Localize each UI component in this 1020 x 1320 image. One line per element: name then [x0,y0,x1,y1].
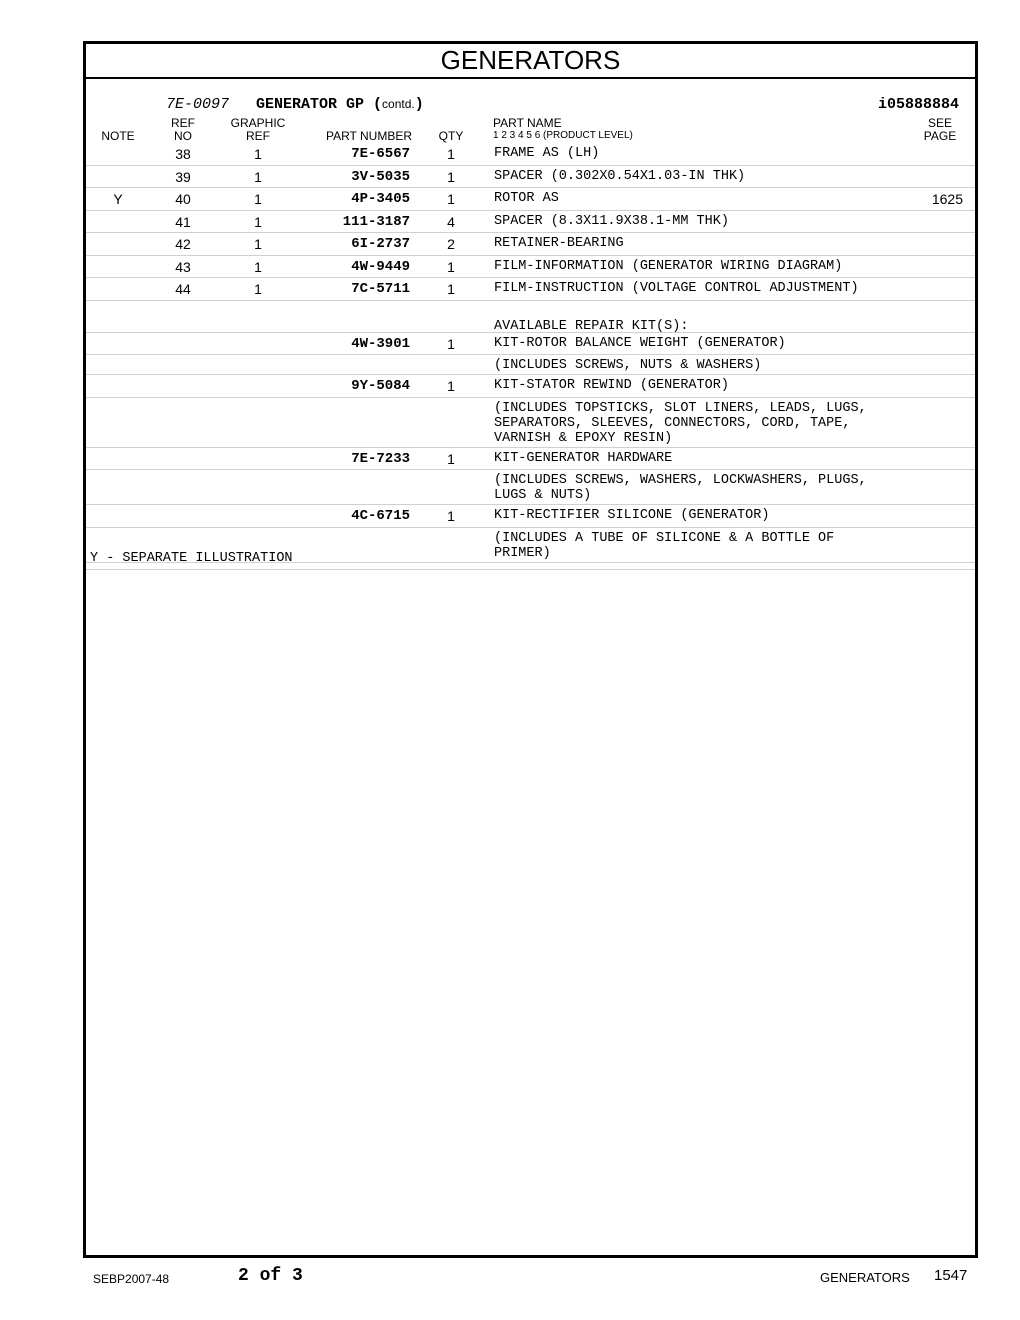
graphic-ref-cell: 1 [254,213,262,230]
group-id: i05888884 [877,96,959,113]
table-row [86,256,975,279]
table-row [86,505,975,528]
table-row [86,233,975,256]
note-cell: Y [113,191,123,207]
page-footer [0,1266,1020,1290]
part-name-cell: KIT-STATOR REWIND (GENERATOR) [494,378,729,393]
header-ref-1: REF [171,116,195,130]
part-name-cell: SPACER (0.302X0.54X1.03-IN THK) [494,168,746,184]
qty-cell: 1 [447,258,455,275]
group-name [256,96,424,113]
part-name-cell: RETAINER-BEARING [494,236,624,251]
part-number-cell: 7C-5711 [351,281,410,297]
part-name-cell: KIT-ROTOR BALANCE WEIGHT (GENERATOR) [494,335,786,351]
part-name-cell: FRAME AS (LH) [494,146,600,161]
ref-no-cell: 44 [175,281,191,297]
header-see-2: PAGE [923,129,957,143]
part-name-cell: (INCLUDES SCREWS, NUTS & WASHERS) [494,358,762,373]
part-number-cell: 4C-6715 [351,508,410,524]
part-name-cell: KIT-RECTIFIER SILICONE (GENERATOR) [494,508,770,523]
graphic-ref-cell: 1 [254,236,262,252]
ref-no-cell: 40 [175,191,191,207]
part-number-cell: 3V-5035 [351,168,410,185]
header-part-name: PART NAME [493,116,562,130]
parts-page-frame [83,41,978,1258]
header-product-level: 1 2 3 4 5 6 (PRODUCT LEVEL) [493,130,633,141]
qty-cell: 2 [447,236,455,252]
table-row [86,188,975,211]
part-number-cell: 7E-6567 [351,146,410,162]
table-row [86,143,975,166]
qty-cell: 1 [447,335,455,352]
ref-no-cell: 41 [175,213,191,230]
table-row [86,470,975,505]
group-name-text: GENERATOR GP ( [256,96,383,113]
part-number-cell: 9Y-5084 [351,378,410,394]
see-page-cell: 1625 [931,191,963,207]
part-name-cell: FILM-INFORMATION (GENERATOR WIRING DIAGRAM) [494,258,843,274]
table-row [86,301,975,333]
table-row [86,375,975,398]
ref-no-cell: 43 [175,258,191,275]
table-row [86,211,975,234]
footer-page-of: 2 of 3 [238,1266,303,1286]
group-code: 7E-0097 [166,96,230,113]
header-part-number: PART NUMBER [325,129,412,143]
qty-cell: 4 [447,213,455,230]
parts-table [86,143,975,563]
graphic-ref-cell: 1 [254,146,262,162]
table-row [86,166,975,189]
header-qty: QTY [438,129,464,143]
footer-doc-number: SEBP2007-48 [93,1272,170,1286]
part-name-cell: AVAILABLE REPAIR KIT(S): [494,318,689,334]
header-graphic-1: GRAPHIC [230,116,286,130]
part-number-cell: 6I-2737 [351,236,410,252]
graphic-ref-cell: 1 [254,258,262,275]
group-heading [86,96,975,116]
qty-cell: 1 [447,450,455,467]
part-name-cell: KIT-GENERATOR HARDWARE [494,450,673,466]
part-number-cell: 111-3187 [342,213,410,230]
part-name-cell: ROTOR AS [494,191,559,206]
footnote-divider [86,569,975,570]
graphic-ref-cell: 1 [254,281,262,297]
part-number-cell: 4P-3405 [351,191,410,207]
part-number-cell: 4W-9449 [351,258,410,275]
graphic-ref-cell: 1 [254,168,262,185]
group-name-close: ) [414,96,424,113]
table-row [86,333,975,356]
footer-page-number: 1547 [934,1267,968,1284]
part-name-cell: SPACER (8.3X11.9X38.1-MM THK) [494,213,729,229]
part-name-cell: (INCLUDES SCREWS, WASHERS, LOCKWASHERS, PLUGS, LUGS & NUTS) [494,473,867,503]
qty-cell: 1 [447,378,455,394]
qty-cell: 1 [447,168,455,185]
page-title: GENERATORS [86,44,975,79]
ref-no-cell: 38 [175,146,191,162]
header-see-1: SEE [927,116,952,130]
table-row [86,355,975,375]
footer-section: GENERATORS [820,1270,910,1285]
part-name-cell: (INCLUDES TOPSTICKS, SLOT LINERS, LEADS, LUGS, SEPARATORS, SLEEVES, CONNECTORS, CORD, TAPE, VARNISH & EPOXY RESIN) [494,400,867,446]
header-note: NOTE [101,129,135,143]
ref-no-cell: 39 [175,168,191,185]
part-name-cell: FILM-INSTRUCTION (VOLTAGE CONTROL ADJUSTMENT) [494,281,859,296]
part-number-cell: 4W-3901 [351,335,410,352]
qty-cell: 1 [447,146,455,162]
header-graphic-2: REF [246,129,270,143]
ref-no-cell: 42 [175,236,191,252]
table-row [86,448,975,471]
qty-cell: 1 [447,508,455,524]
graphic-ref-cell: 1 [254,191,262,207]
table-row [86,398,975,448]
footnote: Y - SEPARATE ILLUSTRATION [90,550,293,566]
qty-cell: 1 [447,281,455,297]
part-name-cell: (INCLUDES A TUBE OF SILICONE & A BOTTLE OF PRIMER) [494,530,835,561]
table-row [86,278,975,301]
header-ref-2: NO [174,129,192,143]
group-contd: contd. [382,97,415,111]
qty-cell: 1 [447,191,455,207]
part-number-cell: 7E-7233 [351,450,410,467]
